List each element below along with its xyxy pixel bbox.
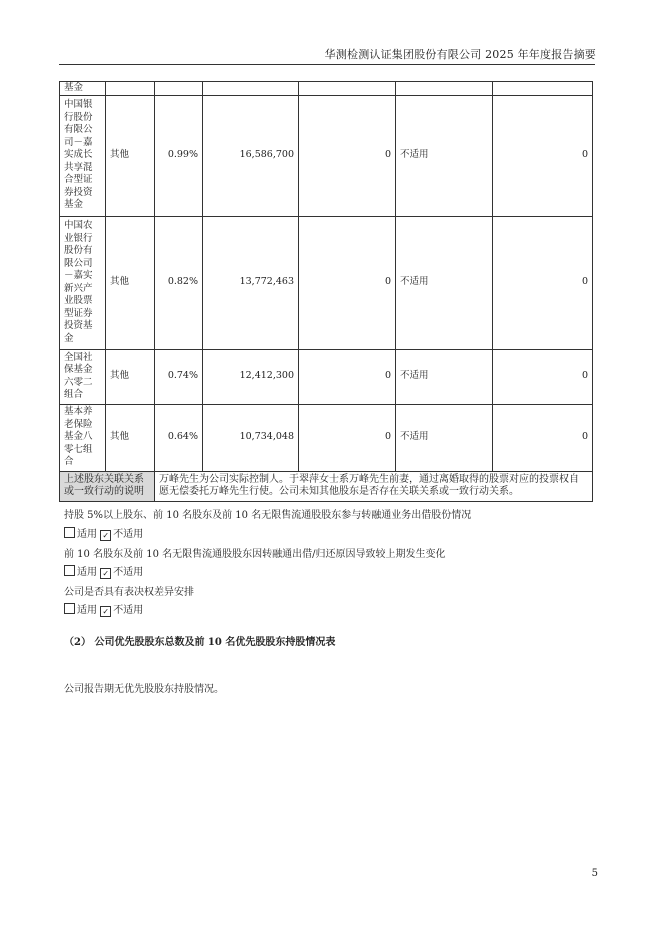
unchecked-box-icon [64,565,75,576]
lending-paragraph: 持股 5%以上股东、前 10 名股东及前 10 名无限售流通股股东参与转融通业务出借股份情况 [64,510,472,521]
cell-type: 其他 [106,404,155,471]
table-row [60,404,593,471]
note-label: 上述股东关联关系或一致行动的说明 [60,471,155,501]
cell-restricted: 0 [299,216,396,349]
cell-pledge-qty: 0 [493,349,593,404]
cell-percent: 0.82% [155,216,203,349]
checked-box-icon: ✓ [100,568,111,579]
table-row [60,82,593,96]
cell-name: 中国农业银行股份有限公司－嘉实新兴产业股票型证券投资基金 [60,216,106,349]
checkbox-line: 适用 ✓ 不适用 [64,563,143,579]
change-paragraph: 前 10 名股东及前 10 名无限售流通股股东因转融通出借/归还原因导致较上期发生变化 [64,549,446,560]
cell-restricted: 0 [299,349,396,404]
note-text: 万峰先生为公司实际控制人。于翠萍女士系万峰先生前妻，通过离婚取得的股票对应的投票权自愿无偿委托万峰先生行使。公司未知其他股东是否存在关联关系或一致行动关系。 [155,471,593,501]
page-header: 华测检测认证集团股份有限公司 2025 年年度报告摘要 [324,48,596,61]
cell-name: 基本养老保险基金八零七组合 [60,404,106,471]
shareholder-table [59,81,593,502]
cell-pledge-status: 不适用 [396,349,493,404]
page-number: 5 [591,868,598,879]
cell-percent: 0.64% [155,404,203,471]
cell-shares: 10,734,048 [203,404,299,471]
cell-pledge-qty: 0 [493,216,593,349]
table-row [60,349,593,404]
cell-percent: 0.99% [155,95,203,216]
cell-name: 中国银行股份有限公司－嘉实成长共享混合型证券投资基金 [60,95,106,216]
section-title: （2） 公司优先股股东总数及前 10 名优先股股东持股情况表 [64,637,336,648]
voting-paragraph: 公司是否具有表决权差异安排 [64,587,194,598]
table-row [60,216,593,349]
cell-pledge-qty: 0 [493,404,593,471]
section-body: 公司报告期无优先股股东持股情况。 [64,684,224,695]
header-rule [59,64,595,65]
cell-shares: 13,772,463 [203,216,299,349]
cell-pledge-status: 不适用 [396,404,493,471]
checked-box-icon: ✓ [100,530,111,541]
table-row-note [60,471,593,501]
unchecked-box-icon [64,603,75,614]
checked-box-icon: ✓ [100,606,111,617]
cell-shares: 12,412,300 [203,349,299,404]
cell-pledge-status: 不适用 [396,95,493,216]
cell-type: 其他 [106,95,155,216]
cell-type: 其他 [106,349,155,404]
unchecked-box-icon [64,527,75,538]
cell-restricted: 0 [299,404,396,471]
cell-percent: 0.74% [155,349,203,404]
cell-shares: 16,586,700 [203,95,299,216]
cell-pledge-qty: 0 [493,95,593,216]
table-row [60,95,593,216]
cell-name: 基金 [60,82,106,96]
cell-restricted: 0 [299,95,396,216]
cell-pledge-status: 不适用 [396,216,493,349]
checkbox-line: 适用 ✓ 不适用 [64,601,143,617]
cell-type: 其他 [106,216,155,349]
cell-name: 全国社保基金六零二组合 [60,349,106,404]
checkbox-line: 适用 ✓ 不适用 [64,525,143,541]
